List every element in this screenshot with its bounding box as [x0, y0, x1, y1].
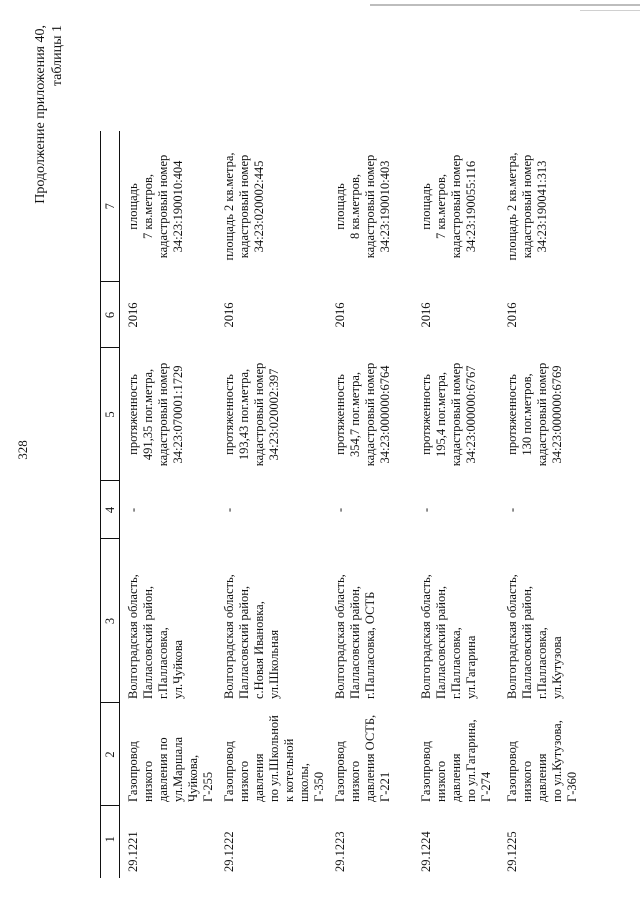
object-address: Волгоградская область, Палласовский район, г.Палласовка, ул.Чуйкова	[126, 574, 185, 699]
land-area: площадь 7 кв.метров, кадастровый номер 34:23:190010:404	[126, 154, 185, 259]
continuation-heading-line1: Продолжение приложения 40,	[33, 25, 48, 204]
column-4-value: -	[222, 507, 236, 513]
object-address: Волгоградская область, Палласовский район, г.Палласовка, ул.Кутузова	[505, 574, 564, 699]
object-year: 2016	[222, 302, 236, 328]
object-extent: протяженность 354,7 пог.метра, кадастровый номер 34:23:000000:6764	[333, 362, 392, 467]
column-header-2: 2	[101, 703, 120, 806]
object-name: Газопровод низкого давления по ул.Школьной к котельной школы, Г-350	[222, 715, 326, 802]
row-number: 29.1223	[333, 831, 347, 872]
object-name: Газопровод низкого давления ОСТБ, Г-221	[333, 714, 392, 802]
object-extent: протяженность 491,35 пог.метра, кадастровый номер 34:23:070001:1729	[126, 362, 185, 467]
column-4-value: -	[333, 507, 347, 513]
table-row	[413, 131, 499, 878]
table-row	[327, 131, 413, 878]
row-number: 29.1221	[126, 831, 140, 872]
object-year: 2016	[505, 302, 519, 328]
object-address: Волгоградская область, Палласовский район, г.Палласовка, ул.Гагарина	[419, 574, 478, 699]
column-header-6: 6	[101, 282, 120, 348]
land-area: площадь 2 кв.метра, кадастровый номер 34:23:020002:445	[222, 152, 266, 261]
land-area: площадь 8 кв.метров, кадастровый номер 34:23:190010:403	[333, 154, 392, 259]
continuation-heading	[32, 25, 66, 204]
column-header-1: 1	[101, 806, 120, 878]
property-table	[100, 131, 585, 878]
object-year: 2016	[333, 302, 347, 328]
table-row	[216, 131, 327, 878]
object-year: 2016	[419, 302, 433, 328]
object-name: Газопровод низкого давления по ул.Гагарина, Г-274	[419, 719, 493, 802]
object-year: 2016	[126, 302, 140, 328]
object-extent: протяженность 195,4 пог.метра, кадастровый номер 34:23:000000:6767	[419, 362, 478, 467]
column-header-7: 7	[101, 131, 120, 282]
object-extent: протяженность 130 пог.метров, кадастровый номер 34:23:000000:6769	[505, 362, 564, 467]
object-address: Волгоградская область, Палласовский район, с.Новая Ивановка, ул.Школьная	[222, 574, 281, 699]
object-extent: протяженность 193,43 пог.метра, кадастровый номер 34:23:020002:397	[222, 362, 281, 467]
column-header-4: 4	[101, 481, 120, 539]
continuation-heading-line2: таблицы 1	[50, 25, 65, 87]
land-area: площадь 7 кв.метров, кадастровый номер 34:23:190055:116	[419, 154, 478, 259]
table-row	[499, 131, 585, 878]
table-row	[120, 131, 217, 878]
row-number: 29.1224	[419, 831, 433, 872]
row-number: 29.1222	[222, 831, 236, 872]
object-name: Газопровод низкого давления по ул.Маршала Чуйкова, Г-255	[126, 736, 215, 802]
page-number: 328	[15, 440, 30, 460]
object-name: Газопровод низкого давления по ул.Кутузова, Г-360	[505, 720, 579, 802]
column-4-value: -	[419, 507, 433, 513]
column-4-value: -	[126, 507, 140, 513]
object-address: Волгоградская область, Палласовский район, г.Палласовка, ОСТБ	[333, 574, 377, 699]
column-header-3: 3	[101, 539, 120, 703]
column-number-row	[101, 131, 120, 878]
row-number: 29.1225	[505, 831, 519, 872]
land-area: площадь 2 кв.метра, кадастровый номер 34:23:190041:313	[505, 152, 549, 261]
column-4-value: -	[505, 507, 519, 513]
column-header-5: 5	[101, 348, 120, 481]
